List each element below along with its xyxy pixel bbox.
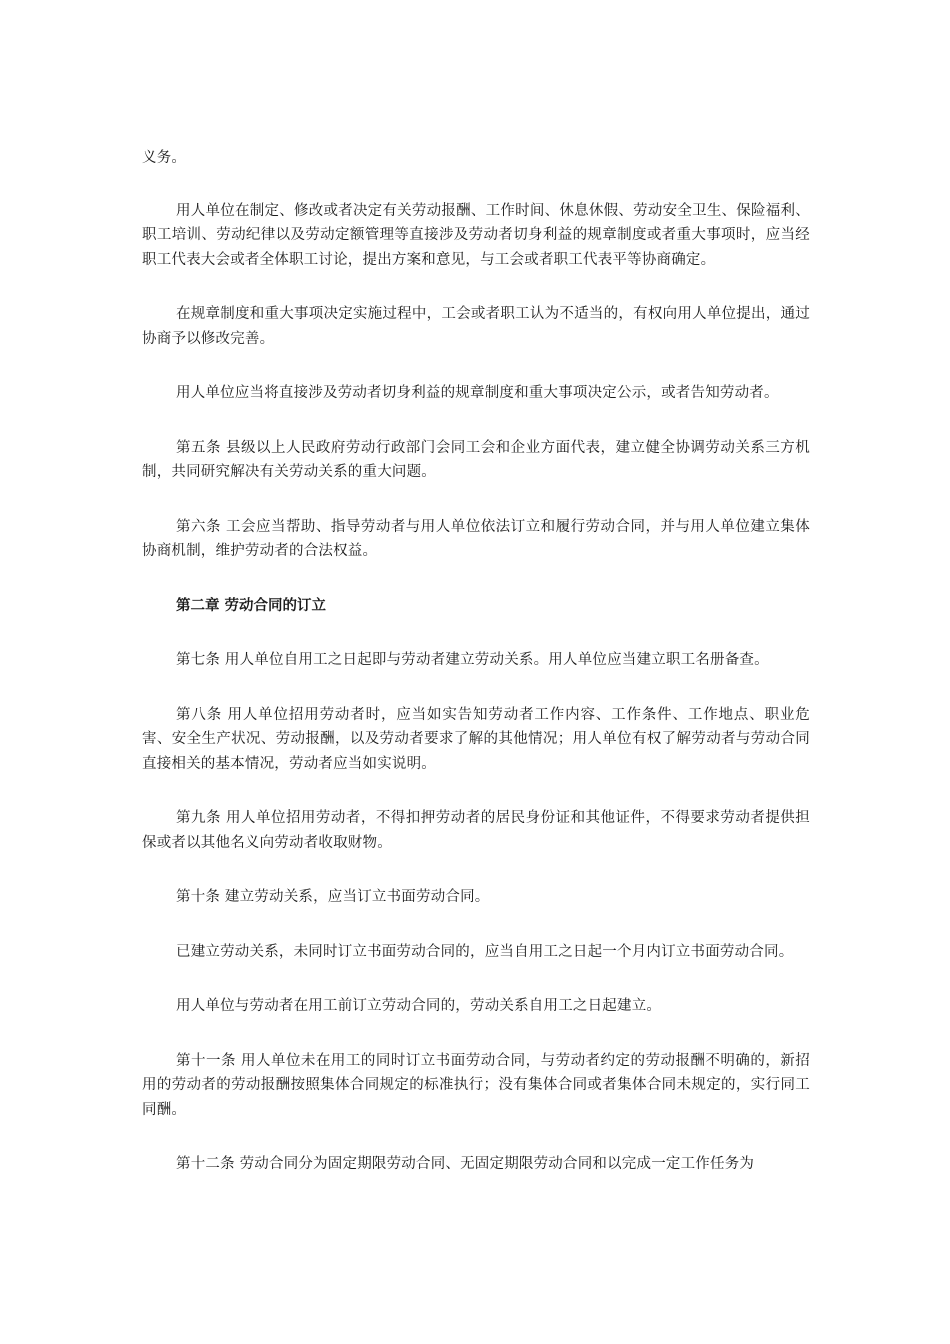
article-10-para-2: 已建立劳动关系，未同时订立书面劳动合同的，应当自用工之日起一个月内订立书面劳动合同。 <box>176 943 794 960</box>
article-8: 第八条 用人单位招用劳动者时，应当如实告知劳动者工作内容、工作条件、工作地点、职业危害、安全生产状况、劳动报酬，以及劳动者要求了解的其他情况；用人单位有权了解劳动者与劳动合同直接相关的基本情况，劳动者应当如实说明。 <box>142 706 810 772</box>
paragraph-rules-implementation: 在规章制度和重大事项决定实施过程中，工会或者职工认为不适当的，有权向用人单位提出，通过协商予以修改完善。 <box>142 306 810 347</box>
article-11: 第十一条 用人单位未在用工的同时订立书面劳动合同，与劳动者约定的劳动报酬不明确的，新招用的劳动者的劳动报酬按照集体合同规定的标准执行；没有集体合同或者集体合同未规定的，实行同工同酬。 <box>142 1052 810 1118</box>
document-page <box>142 146 810 1207</box>
paragraph-continuation: 义务。 <box>142 150 187 166</box>
chapter-heading: 第二章 劳动合同的订立 <box>176 597 327 614</box>
article-5: 第五条 县级以上人民政府劳动行政部门会同工会和企业方面代表，建立健全协调劳动关系三方机制，共同研究解决有关劳动关系的重大问题。 <box>142 439 810 480</box>
paragraph-rules-formulation: 用人单位在制定、修改或者决定有关劳动报酬、工作时间、休息休假、劳动安全卫生、保险福利、职工培训、劳动纪律以及劳动定额管理等直接涉及劳动者切身利益的规章制度或者重大事项时，应当经职工代表大会或者全体职工讨论，提出方案和意见，与工会或者职工代表平等协商确定。 <box>142 202 810 268</box>
paragraph-rules-publicity: 用人单位应当将直接涉及劳动者切身利益的规章制度和重大事项决定公示，或者告知劳动者。 <box>176 385 779 401</box>
article-12: 第十二条 劳动合同分为固定期限劳动合同、无固定期限劳动合同和以完成一定工作任务为 <box>176 1156 755 1172</box>
article-10: 第十条 建立劳动关系，应当订立书面劳动合同。 <box>176 889 490 905</box>
article-9: 第九条 用人单位招用劳动者，不得扣押劳动者的居民身份证和其他证件，不得要求劳动者提供担保或者以其他名义向劳动者收取财物。 <box>142 810 810 851</box>
article-7: 第七条 用人单位自用工之日起即与劳动者建立劳动关系。用人单位应当建立职工名册备查。 <box>176 652 769 668</box>
article-10-para-3: 用人单位与劳动者在用工前订立劳动合同的，劳动关系自用工之日起建立。 <box>176 998 662 1014</box>
article-6: 第六条 工会应当帮助、指导劳动者与用人单位依法订立和履行劳动合同，并与用人单位建立集体协商机制，维护劳动者的合法权益。 <box>142 518 810 559</box>
